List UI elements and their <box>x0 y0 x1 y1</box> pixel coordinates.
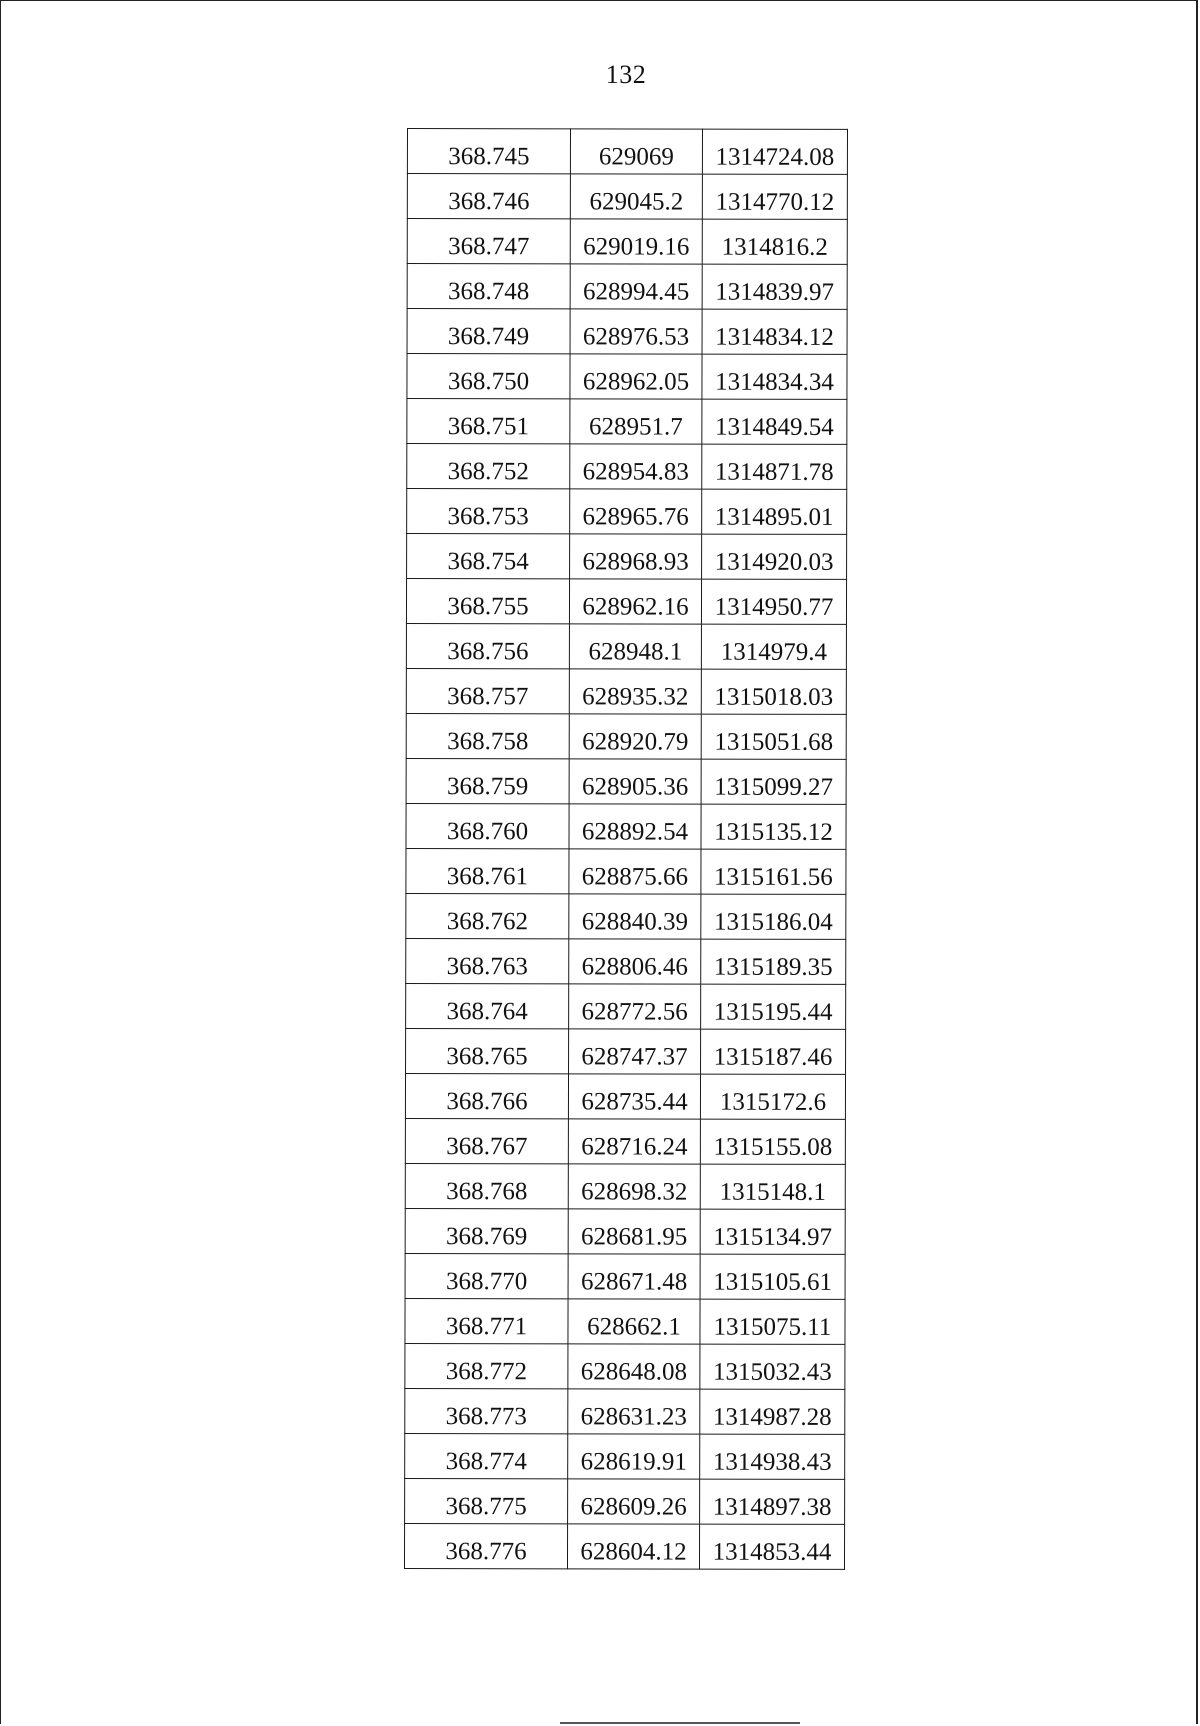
table-cell: 368.776 <box>404 1523 567 1568</box>
table-cell: 368.752 <box>407 444 570 489</box>
table-cell: 629019.16 <box>570 219 702 264</box>
table-row <box>406 579 846 625</box>
table-cell: 1315105.61 <box>700 1254 845 1299</box>
table-cell: 629069 <box>570 129 702 174</box>
table-row <box>406 983 846 1029</box>
table-row <box>405 1118 845 1164</box>
table-cell: 628648.08 <box>568 1344 700 1389</box>
table-row <box>404 1523 844 1569</box>
table-row <box>407 399 847 445</box>
table-cell: 368.761 <box>406 848 569 893</box>
table-cell: 628604.12 <box>567 1524 699 1569</box>
page-number: 132 <box>605 60 647 89</box>
table-cell: 1314920.03 <box>702 534 847 579</box>
table-row <box>405 1253 845 1299</box>
table-cell: 628920.79 <box>569 714 701 759</box>
table-cell: 368.746 <box>407 174 570 219</box>
table-row <box>405 1388 845 1434</box>
table-row <box>407 174 847 220</box>
table-row <box>406 623 846 669</box>
table-cell: 368.773 <box>405 1388 568 1433</box>
table-cell: 628681.95 <box>568 1209 700 1254</box>
table-row <box>407 444 847 490</box>
table-cell: 1314816.2 <box>702 219 847 264</box>
table-cell: 628951.7 <box>570 399 702 444</box>
table-cell: 1315186.04 <box>701 894 846 939</box>
table-cell: 368.774 <box>405 1433 568 1478</box>
table-row <box>405 1478 845 1524</box>
table-row <box>405 1208 845 1254</box>
table-cell: 628935.32 <box>569 669 701 714</box>
table-cell: 628609.26 <box>568 1479 700 1524</box>
table-cell: 628968.93 <box>570 534 702 579</box>
table-cell: 628892.54 <box>569 804 701 849</box>
table-cell: 1314853.44 <box>699 1524 844 1569</box>
table-row <box>406 1028 846 1074</box>
table-cell: 368.747 <box>407 219 570 264</box>
table-row <box>405 1298 845 1344</box>
table-cell: 368.757 <box>406 668 569 713</box>
table-row <box>407 354 847 400</box>
table-cell: 368.759 <box>406 758 569 803</box>
table-row <box>407 129 847 175</box>
table-cell: 628671.48 <box>568 1254 700 1299</box>
table-cell: 1314834.12 <box>702 309 847 354</box>
table-cell: 1314897.38 <box>700 1479 845 1524</box>
table-cell: 628716.24 <box>568 1119 700 1164</box>
table-cell: 1315189.35 <box>701 939 846 984</box>
table-cell: 368.756 <box>406 623 569 668</box>
table-cell: 628747.37 <box>569 1029 701 1074</box>
table-cell: 368.767 <box>405 1118 568 1163</box>
table-cell: 368.748 <box>407 264 570 309</box>
table-cell: 1315099.27 <box>701 759 846 804</box>
table-cell: 368.758 <box>406 713 569 758</box>
table-cell: 1314834.34 <box>702 354 847 399</box>
table-cell: 628772.56 <box>569 984 701 1029</box>
coordinate-table <box>404 128 848 1570</box>
table-cell: 1314839.97 <box>702 264 847 309</box>
table-cell: 628631.23 <box>568 1389 700 1434</box>
table-cell: 628976.53 <box>570 309 702 354</box>
table-row <box>406 893 846 939</box>
table-cell: 1315032.43 <box>700 1344 845 1389</box>
table-cell: 628875.66 <box>569 849 701 894</box>
table-cell: 1315051.68 <box>701 714 846 759</box>
table-cell: 368.751 <box>407 399 570 444</box>
table-cell: 628806.46 <box>569 939 701 984</box>
table-cell: 368.753 <box>407 489 570 534</box>
table-row <box>406 668 846 714</box>
table-row <box>407 264 847 310</box>
table-row <box>405 1163 845 1209</box>
table-cell: 1314950.77 <box>701 579 846 624</box>
table-cell: 368.760 <box>406 803 569 848</box>
table-cell: 1314987.28 <box>700 1389 845 1434</box>
table-cell: 1315155.08 <box>700 1119 845 1164</box>
table-cell: 628994.45 <box>570 264 702 309</box>
table-cell: 1314979.4 <box>701 624 846 669</box>
table-cell: 628735.44 <box>568 1074 700 1119</box>
table-cell: 628619.91 <box>568 1434 700 1479</box>
table-cell: 628698.32 <box>568 1164 700 1209</box>
table-cell: 628948.1 <box>569 624 701 669</box>
table-cell: 1315195.44 <box>701 984 846 1029</box>
table-cell: 368.771 <box>405 1298 568 1343</box>
table-cell: 1314724.08 <box>702 129 847 174</box>
table-cell: 368.768 <box>405 1163 568 1208</box>
table-row <box>405 1343 845 1389</box>
table-row <box>406 713 846 759</box>
table-cell: 1315075.11 <box>700 1299 845 1344</box>
table-body <box>404 129 847 1570</box>
table-cell: 1315018.03 <box>701 669 846 714</box>
table-cell: 628662.1 <box>568 1299 700 1344</box>
table-cell: 1314938.43 <box>700 1434 845 1479</box>
table-row <box>406 938 846 984</box>
table-row <box>406 803 846 849</box>
table-cell: 628905.36 <box>569 759 701 804</box>
table-cell: 368.749 <box>407 309 570 354</box>
table-cell: 368.769 <box>405 1208 568 1253</box>
table-cell: 1315161.56 <box>701 849 846 894</box>
table-cell: 368.755 <box>406 579 569 624</box>
table-row <box>407 534 847 580</box>
table-row <box>406 848 846 894</box>
table-row <box>407 489 847 535</box>
table-cell: 628965.76 <box>570 489 702 534</box>
table-row <box>405 1073 845 1119</box>
table-cell: 628962.16 <box>569 579 701 624</box>
table-cell: 368.754 <box>407 534 570 579</box>
table-cell: 1314770.12 <box>702 174 847 219</box>
table-cell: 368.772 <box>405 1343 568 1388</box>
table-cell: 1314871.78 <box>702 444 847 489</box>
table-row <box>407 309 847 355</box>
table-cell: 1315172.6 <box>700 1074 845 1119</box>
table-cell: 368.766 <box>405 1073 568 1118</box>
table-cell: 1314849.54 <box>702 399 847 444</box>
table-cell: 1315187.46 <box>701 1029 846 1074</box>
table-cell: 1314895.01 <box>702 489 847 534</box>
table-row <box>406 758 846 804</box>
table-cell: 1315134.97 <box>700 1209 845 1254</box>
table-cell: 368.770 <box>405 1253 568 1298</box>
table-cell: 628962.05 <box>570 354 702 399</box>
table-cell: 368.765 <box>406 1028 569 1073</box>
table-cell: 368.763 <box>406 938 569 983</box>
table-cell: 628954.83 <box>570 444 702 489</box>
table-cell: 1315148.1 <box>700 1164 845 1209</box>
bottom-edge-line <box>560 1722 800 1724</box>
table-row <box>405 1433 845 1479</box>
table-cell: 368.764 <box>406 983 569 1028</box>
table-cell: 628840.39 <box>569 894 701 939</box>
table-cell: 1315135.12 <box>701 804 846 849</box>
table-row <box>407 219 847 265</box>
table-cell: 368.750 <box>407 354 570 399</box>
table-cell: 368.745 <box>407 129 570 174</box>
table-cell: 368.762 <box>406 893 569 938</box>
table-cell: 629045.2 <box>570 174 702 219</box>
table-cell: 368.775 <box>405 1478 568 1523</box>
